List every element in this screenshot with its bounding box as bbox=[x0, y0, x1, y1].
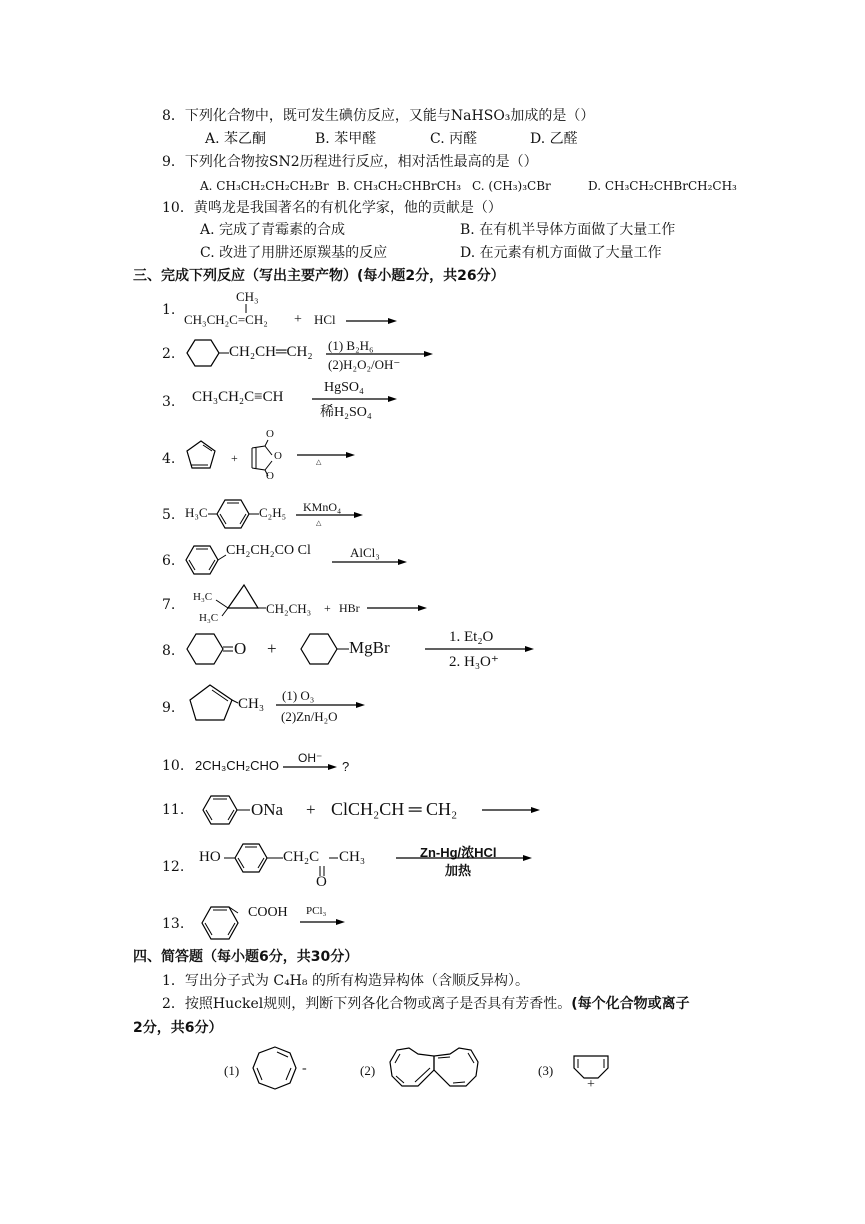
r8-plus: + bbox=[267, 639, 277, 658]
r2-cond-top: (1) B₂H₆ bbox=[328, 338, 374, 353]
q9-stem: 9．下列化合物按SN2历程进行反应，相对活性最高的是（） bbox=[162, 154, 538, 170]
struct-label-2: (2) bbox=[360, 1063, 376, 1078]
r10-num: 10. bbox=[162, 758, 185, 774]
r7-reagent: HBr bbox=[339, 601, 360, 615]
r1-methyl: CH₃ bbox=[236, 289, 259, 304]
r2-cond-bottom: (2)H₂O₂/OH⁻ bbox=[328, 357, 401, 372]
q8-stem: 8．下列化合物中，既可发生碘仿反应，又能与NaHSO₃加成的是（） bbox=[162, 108, 595, 124]
r2-chain: CH₂CH═CH₂ bbox=[229, 344, 313, 360]
r4-cond-bottom: △ bbox=[316, 458, 322, 466]
r11-num: 11. bbox=[162, 802, 185, 818]
r8-cond-top: 1. Et₂O bbox=[449, 629, 494, 645]
r13-chain: COOH bbox=[248, 905, 288, 920]
r9-num: 9. bbox=[162, 700, 176, 716]
q9-option-d: D. CH₃CH₂CHBrCH₂CH₃ bbox=[588, 179, 737, 193]
r5-cond-bottom: △ bbox=[316, 519, 322, 527]
r4-o-bottom: O bbox=[266, 470, 274, 482]
s4-q2-line1: 2．按照Huckel规则，判断下列各化合物或离子是否具有芳香性。(每个化合物或离子 bbox=[162, 996, 690, 1012]
q8-option-c: C. 丙醛 bbox=[430, 131, 478, 147]
r7-num: 7. bbox=[162, 597, 176, 613]
r8-o: O bbox=[234, 639, 247, 658]
r10-reactant: 2CH₃CH₂CHO bbox=[195, 758, 280, 773]
r4-o-top: O bbox=[266, 428, 274, 440]
r12-o: O bbox=[316, 874, 327, 890]
r4-num: 4. bbox=[162, 451, 176, 467]
r6-cond-top: AlCl₃ bbox=[350, 545, 380, 560]
cyclopentadienyl-cation bbox=[0, 0, 1, 1]
r8-cond-bottom: 2. H₃O⁺ bbox=[449, 654, 499, 670]
r9-cond-bottom: (2)Zn/H₂O bbox=[281, 709, 338, 724]
r3-cond-top: HgSO₄ bbox=[324, 380, 364, 395]
r12-cond-bottom: 加热 bbox=[445, 863, 472, 878]
r1-plus: + bbox=[294, 312, 302, 327]
r10-product: ? bbox=[342, 759, 350, 774]
r5-right: C₂H₅ bbox=[259, 505, 287, 520]
q10-option-a: A. 完成了青霉素的合成 bbox=[200, 222, 346, 238]
r4-plus: + bbox=[231, 451, 238, 465]
q8-option-d: D. 乙醛 bbox=[530, 131, 578, 147]
r9-chain: CH₃ bbox=[238, 696, 265, 712]
charge-minus: - bbox=[302, 1061, 307, 1076]
r11-reagent: ClCH₂CH ═ CH₂ bbox=[331, 799, 458, 819]
q10-option-b: B. 在有机半导体方面做了大量工作 bbox=[460, 222, 676, 238]
r3-reactant: CH₃CH₂C≡CH bbox=[192, 389, 284, 405]
r6-num: 6. bbox=[162, 553, 176, 569]
r10-cond-top: OH⁻ bbox=[298, 751, 323, 765]
r12-cond-top: Zn-Hg/浓HCl bbox=[420, 845, 497, 860]
r8-grignard: MgBr bbox=[349, 638, 390, 657]
q9-num: 9． bbox=[162, 154, 185, 170]
r12-chain: CH₂C bbox=[283, 849, 320, 865]
r13-cond-top: PCl₃ bbox=[306, 905, 327, 917]
r4-o-ring: O bbox=[274, 450, 282, 462]
struct-label-3: (3) bbox=[538, 1063, 554, 1078]
r8-num: 8. bbox=[162, 643, 176, 659]
r11-left: ONa bbox=[251, 800, 284, 819]
q8-option-a: A. 苯乙酮 bbox=[205, 131, 267, 147]
section3-heading: 三、完成下列反应（写出主要产物）(每小题2分，共26分） bbox=[133, 268, 505, 284]
r12-left: HO bbox=[199, 849, 221, 865]
s4-q2-line2: 2分，共6分） bbox=[133, 1020, 223, 1036]
r6-chain: CH₂CH₂CO Cl bbox=[226, 543, 311, 558]
r7-me1: H₃C bbox=[193, 591, 213, 603]
r5-num: 5. bbox=[162, 507, 176, 523]
r7-plus: + bbox=[324, 601, 331, 615]
q10-option-c: C. 改进了用肼还原羰基的反应 bbox=[200, 245, 388, 261]
charge-plus: + bbox=[587, 1077, 595, 1092]
r7-me2: H₃C bbox=[199, 612, 219, 624]
struct-label-1: (1) bbox=[224, 1063, 240, 1078]
q9-option-a: A. CH₃CH₂CH₂CH₂Br bbox=[200, 179, 329, 193]
section4-heading: 四、简答题（每小题6分，共30分） bbox=[133, 949, 359, 965]
q10-stem: 10．黄鸣龙是我国著名的有机化学家，他的贡献是（） bbox=[162, 200, 502, 216]
q9-option-c: C. (CH₃)₃CBr bbox=[472, 179, 551, 193]
q10-option-d: D. 在元素有机方面做了大量工作 bbox=[460, 245, 662, 261]
r7-chain: CH₂CH₃ bbox=[266, 601, 312, 616]
r12-num: 12. bbox=[162, 859, 185, 875]
r1-reagent: HCl bbox=[314, 312, 336, 327]
r2-num: 2. bbox=[162, 346, 176, 362]
r3-num: 3. bbox=[162, 394, 176, 410]
r1-num: 1. bbox=[162, 302, 176, 318]
r1-reactant: CH₃CH₂C=CH₂ bbox=[184, 312, 268, 327]
r5-cond-top: KMnO₄ bbox=[303, 500, 342, 514]
r3-cond-bottom: 稀H₂SO₄ bbox=[320, 405, 372, 420]
q8-option-b: B. 苯甲醛 bbox=[315, 131, 377, 147]
r5-left: H₃C bbox=[185, 505, 208, 520]
s4-q1: 1．写出分子式为 C₄H₈ 的所有构造异构体（含顺反异构）。 bbox=[162, 973, 529, 989]
r13-num: 13. bbox=[162, 916, 185, 932]
r12-end: CH₃ bbox=[339, 849, 366, 865]
q10-num: 10． bbox=[162, 200, 194, 216]
q8-num: 8． bbox=[162, 108, 185, 124]
q9-option-b: B. CH₃CH₂CHBrCH₃ bbox=[337, 179, 462, 193]
r11-plus: + bbox=[306, 800, 316, 819]
r9-cond-top: (1) O₃ bbox=[282, 688, 315, 703]
